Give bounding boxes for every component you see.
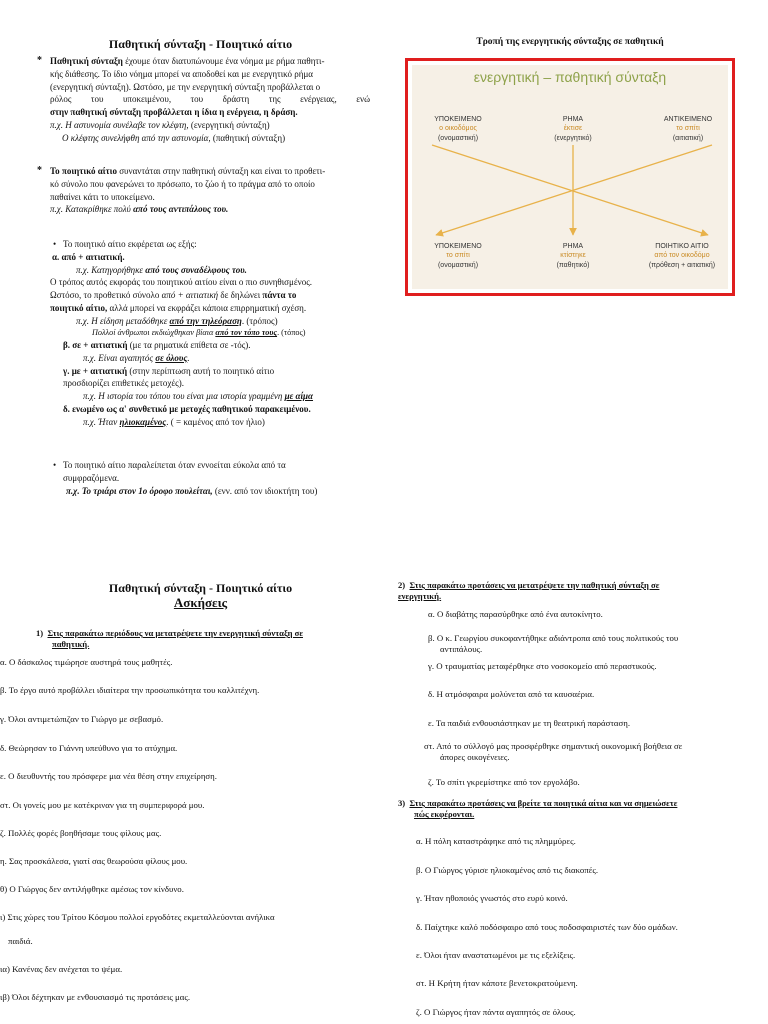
list-item-cont: αντιπάλους. [440, 644, 483, 654]
list-item-cont: άπορες οικογένειες. [440, 752, 510, 762]
list-item: στ. Οι γονείς μου με κατέκριναν για τη συμπεριφορά μου. [0, 800, 205, 810]
node-bottom-agent: ΠΟΙΗΤΙΚΟ ΑΙΤΙΟ από τον οικοδόμο (πρόθεση + αιτιατική) [648, 243, 716, 269]
list-item: α. Ο δάσκαλος τιμώρησε αυστηρά τους μαθητές. [0, 657, 173, 667]
diagram-panel [412, 65, 728, 289]
bullet-icon: • [53, 239, 57, 249]
list-item: ζ. Ο Γιώργος ήταν πάντα αγαπητός σε όλους. [416, 1007, 576, 1017]
list-item: ια) Κανένας δεν ανέχεται το ψέμα. [0, 964, 123, 974]
node-top-subject: ΥΠΟΚΕΙΜΕΝΟ ο οικοδόμος (ονομαστική) [434, 116, 482, 142]
node-bottom-verb: ΡΗΜΑ κτίστηκε (παθητικό) [556, 243, 590, 269]
theory-omission-note: • Το ποιητικό αίτιο παραλείπεται όταν εννοείται εύκολα από τα συμφραζόμενα. π.χ. Το τριάρι στον 1ο όροφο πουλείται, (ενν. από τον ιδιοκτήτη του) [53, 460, 318, 496]
list-item: δ. Θεώρησαν το Γιάννη υπεύθυνο για το ατύχημα. [0, 743, 178, 753]
list-item: γ. Ο τραυματίας μεταφέρθηκε στο νοσοκομείο από περαστικούς. [428, 661, 657, 671]
list-item: α. Ο διαβάτης παρασύρθηκε από ένα αυτοκίνητο. [428, 609, 603, 619]
list-item: ζ. Το σπίτι γκρεμίστηκε από τον εργολάβο. [428, 777, 580, 787]
star-bullet-icon: * [37, 55, 42, 66]
list-item: ζ. Πολλές φορές βοηθήσαμε τους φίλους μας. [0, 828, 162, 838]
exercises-title: Παθητική σύνταξη - Ποιητικό αίτιο [108, 581, 293, 595]
active-passive-diagram [405, 58, 735, 296]
list-item: ε. Τα παιδιά ενθουσιάστηκαν με τη θεατρική παράσταση. [428, 718, 631, 728]
theory-paragraph-1: * Παθητική σύνταξη έχουμε όταν διατυπώνουμε ένα νόημα με ρήμα παθητι- κής διάθεσης. Το ίδιο νόημα μπορεί να αποδοθεί και με ενεργητικό ρήμα (ενεργητική σύνταξη). Ωστόσο, με την ενεργητική σύνταξη προβάλλεται ο ρόλος του υποκειμένου, του δράστη της ενέργειας, ενώ στην παθητική σύνταξη προβάλλεται η ίδια η ενέργεια, η δράση. π.χ. Η αστυνομία συνέλαβε τον κλέφτη, (ενεργητική σύνταξη) Ο κλέφτης συνελήφθη από την αστυνομία, (παθητική σύνταξη) [37, 55, 370, 143]
exercises-subtitle: Ασκήσεις [173, 595, 228, 610]
node-top-object: ΑΝΤΙΚΕΙΜΕΝΟ το σπίτι (αιτιατική) [663, 116, 713, 142]
list-item: στ. Από το σύλλογό μας προσφέρθηκε σημαντική οικονομική βοήθεια σε [424, 741, 683, 751]
list-item: β. Ο Γιώργος γύρισε ηλιοκαμένος από τις διακοπές. [416, 865, 599, 875]
list-item: δ. Η ατμόσφαιρα μολύνεται από τα καυσαέρια. [428, 689, 595, 699]
list-item: γ. Ήταν ηθοποιός γνωστός στο ευρύ κοινό. [416, 893, 568, 903]
arrow-object-to-subject [436, 145, 712, 235]
list-item: θ) Ο Γιώργος δεν αντιλήφθηκε αμέσως τον κίνδυνο. [0, 884, 184, 894]
list-item: ι) Στις χώρες του Τρίτου Κόσμου πολλοί εργοδότες εκμεταλλεύονται ανήλικα [0, 912, 275, 922]
diagram-title: ενεργητική – παθητική σύνταξη [473, 69, 667, 85]
node-bottom-subject: ΥΠΟΚΕΙΜΕΝΟ το σπίτι (ονομαστική) [434, 243, 482, 269]
arrow-subject-to-agent [432, 145, 708, 235]
bullet-icon: • [53, 460, 57, 470]
exercise-1-instructions: 1) Στις παρακάτω περιόδους να μετατρέψετε την ενεργητική σύνταξη σε παθητική. [36, 628, 303, 650]
list-item-cont: παιδιά. [8, 936, 33, 946]
list-item: ιβ) Όλοι δέχτηκαν με ενθουσιασμό τις προτάσεις μας. [0, 992, 191, 1002]
list-item: β. Ο κ. Γεωργίου συκοφαντήθηκε αδιάντροπα από τους πολιτικούς του [428, 633, 679, 643]
theory-paragraph-2: * Το ποιητικό αίτιο συναντάται στην παθητική σύνταξη και είναι το προθετι- κό σύνολο που φανερώνει το πρόσωπο, το ζώο ή το πράγμα από το οποίο παθαίνει κάτι το υποκείμενο. π.χ. Κατακρίθηκε πολύ από τους αντιπάλους του. [37, 165, 326, 215]
star-bullet-icon: * [37, 165, 42, 176]
exercise-3-instructions: 3) Στις παρακάτω προτάσεις να βρείτε τα ποιητικά αίτια και να σημειώσετε πώς εκφέρονται. [398, 798, 678, 820]
theory-expression-list: • Το ποιητικό αίτιο εκφέρεται ως εξής: α. από + αιτιατική. π.χ. Κατηγορήθηκε από τους συναδέλφους του. Ο τρόπος αυτός εκφοράς του ποιητικού αιτίου είναι ο πιο συνηθισμένος. Ωστόσο, το προθετικό σύνολο από + αιτιατική δε δηλώνει πάντα το ποιητικό αίτιο, αλλά μπορεί να εκφράζει κάποια επιρρηματική σχέση. π.χ. Η είδηση μεταδόθηκε από την τηλεόραση. (τρόπος) Πολλοί άνθρωποι εκδιώχθηκαν βίαια από τον τόπο τους. (τόπος) β. σε + αιτιατική (με τα ρηματικά επίθετα σε -τός). π.χ. Είναι αγαπητός σε όλους. γ. με + αιτιατική (στην περίπτωση αυτή το ποιητικό αίτιο προσδιορίζει επιθετικές μετοχές). π.χ. Η ιστορία του τόπου του είναι μια ιστορία γραμμένη με αίμα δ. ενωμένο ως α' συνθετικό με μετοχές παθητικού παρακειμένου. π.χ. Ήταν ηλιοκαμένος. ( = καμένος από τον ήλιο) [50, 239, 314, 427]
list-item: δ. Παίχτηκε καλό ποδόσφαιρο από τους ποδοσφαιριστές των δύο ομάδων. [416, 922, 678, 932]
list-item: η. Σας προσκάλεσα, γιατί σας θεωρούσα φίλους μου. [0, 856, 188, 866]
list-item: ε. Ο διευθυντής του πρόσφερε μια νέα θέση στην επιχείρηση. [0, 771, 217, 781]
theory-title: Παθητική σύνταξη - Ποιητικό αίτιο [108, 37, 293, 51]
list-item: β. Το έργο αυτό προβάλλει ιδιαίτερα την προσωπικότητα του καλλιτέχνη. [0, 685, 260, 695]
list-item: στ. Η Κρήτη ήταν κάποτε βενετοκρατούμενη. [416, 978, 578, 988]
diagram-caption: Τροπή της ενεργητικής σύνταξης σε παθητική [476, 37, 664, 47]
list-item: ε. Όλοι ήταν αναστατωμένοι με τις εξελίξεις. [416, 950, 576, 960]
node-top-verb: ΡΗΜΑ έκτισε (ενεργητικό) [554, 116, 592, 142]
list-item: α. Η πόλη καταστράφηκε από τις πλημμύρες. [416, 836, 576, 846]
exercise-2-instructions: 2) Στις παρακάτω προτάσεις να μετατρέψετε την παθητική σύνταξη σε ενεργητική. [398, 580, 660, 602]
list-item: γ. Όλοι αντιμετώπιζαν το Γιώργο με σεβασμό. [0, 714, 164, 724]
